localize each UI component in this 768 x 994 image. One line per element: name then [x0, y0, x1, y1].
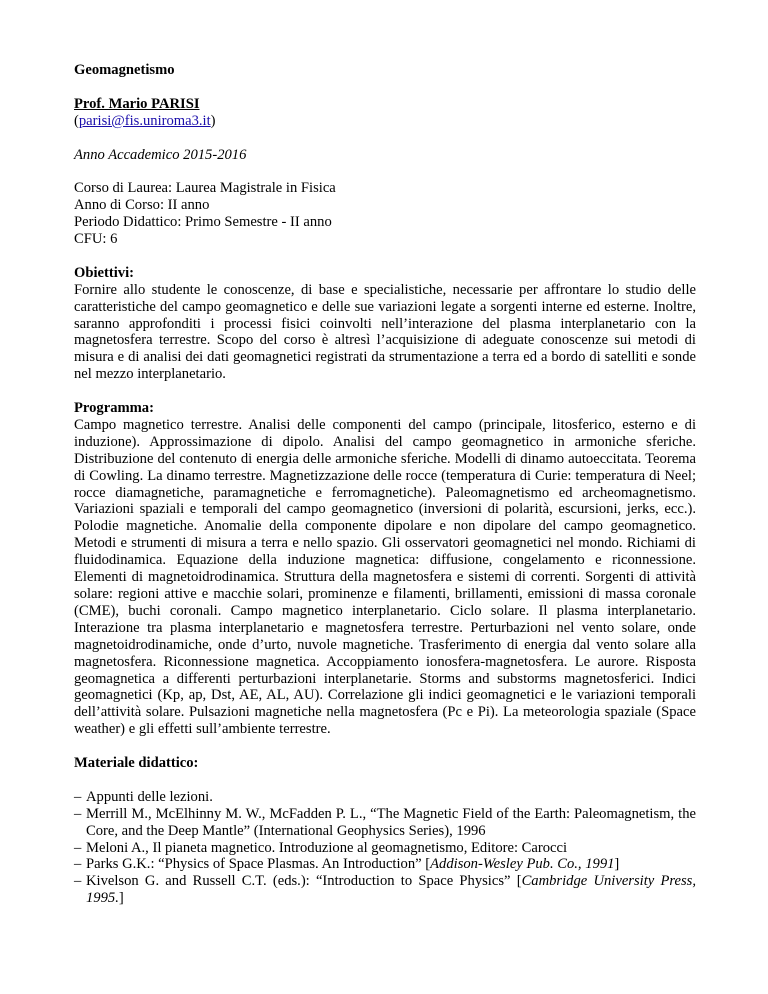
material-publisher: Addison-Wesley Pub. Co., 1991: [430, 856, 615, 873]
program-text: Campo magnetico terrestre. Analisi delle componenti del campo (principale, litosferico, esterno e di induzione). Approssimazione di dipolo. Analisi del campo geomagnetico in armoniche sferiche. Distribuzione del contenuto di energia delle armoniche sferiche. Modelli di dinamo autoeccitata. Teorema di Cowling. La dinamo terrestre. Magnetizzazione delle rocce (temperatura di Curie: temperatura di Neel; rocce diamagnetiche, paramagnetiche e ferromagnetiche). Paleomagnetismo ed archeomagnetismo. Variazioni spaziali e temporali del campo geomagnetico (inversioni di polarità, escursioni, jerks, ecc.). Polodie magnetiche. Anomalie della componente dipolare e non dipolare del campo geomagnetico. Metodi e strumenti di misura a terra e nello spazio. Gli osservatori geomagnetici nel mondo. Richiami di fluidodinamica. Equazione della induzione magnetica: diffusione, congelamento e riconnessione. Elementi di magnetoidrodinamica. Struttura della magnetosfera e sistemi di correnti. Sorgenti di attività solare: regioni attive e macchie solari, prominenze e filamenti, brillamenti, emissioni di massa coronale (CME), buchi coronali. Campo magnetico interplanetario. Ciclo solare. Il plasma interplanetario. Interazione tra plasma interplanetario e magnetosfera terrestre. Perturbazioni nel vento solare, onde magnetoidrodinamiche, onde d’urto, nuvole magnetiche. Trasferimento di energia dal vento solare alla magnetosfera. Riconnessione magnetica. Accoppiamento ionosfera-magnetosfera. Le aurore. Risposta geomagnetica a differenti perturbazioni interplanetarie. Storms and substorms magnetosferici. Indici geomagnetici (Kp, ap, Dst, AE, AL, AU). Correlazione gli indici geomagnetici e le variazioni temporali dell’attività solare. Pulsazioni magnetiche nella magnetosfera (Pc e Pi). La meteorologia spaziale (Space weather) e gli effetti sull’ambiente terrestre.: [74, 416, 696, 738]
course-degree: Corso di Laurea: Laurea Magistrale in Fisica: [74, 180, 336, 197]
bullet-dash: –: [74, 856, 82, 873]
materials-heading: Materiale didattico:: [74, 755, 199, 772]
list-item: [74, 806, 696, 840]
bullet-dash: –: [74, 805, 82, 822]
professor-email-line: [74, 113, 696, 130]
email-open-paren: (: [74, 112, 79, 129]
academic-year: Anno Accademico 2015-2016: [74, 146, 247, 163]
material-text: Parks G.K.: “Physics of Space Plasmas. An Introduction” [: [86, 856, 431, 873]
course-credits: CFU: 6: [74, 231, 118, 248]
professor-email-link[interactable]: parisi@fis.uniroma3.it: [78, 112, 211, 129]
list-item: [74, 789, 696, 806]
document-title: Geomagnetismo: [74, 62, 175, 78]
material-text: Meloni A., Il pianeta magnetico. Introduzione al geomagnetismo, Editore: Carocci: [86, 839, 568, 856]
objectives-text: Fornire allo studente le conoscenze, di base e specialistiche, necessarie per affrontare lo studio delle caratteristiche del campo geomagnetico e delle sue variazioni legate a sorgenti interne ed esterne. Inoltre, saranno approfonditi i processi fisici coinvolti nell’interazione del plasma interplanetario con la magnetosfera terrestre. Scopo del corso è altresì l’acquisizione di adeguate conoscenze sui metodi di misura e di analisi dei dati geomagnetici registrati da strumentazione a terra ed a bordo di satelliti e sonde nel mezzo interplanetario.: [74, 281, 696, 383]
list-item: [74, 856, 696, 873]
material-publisher: Cambridge University Press, 1995.: [86, 873, 696, 907]
bullet-dash: –: [74, 873, 82, 890]
professor-name: Prof. Mario PARISI: [74, 95, 200, 112]
material-close-bracket: ]: [614, 856, 620, 873]
document-page: [74, 62, 696, 907]
materials-list: [74, 789, 696, 907]
email-close-paren: ): [210, 112, 216, 129]
material-text: Merrill M., McElhinny M. W., McFadden P. L., “The Magnetic Field of the Earth: Paleomagnetism, the Core, and the Deep Mantle” (International Geophysics Series), 1996: [86, 805, 696, 839]
list-item: [74, 840, 696, 857]
objectives-heading: Obiettivi:: [74, 264, 134, 281]
course-period: Periodo Didattico: Primo Semestre - II anno: [74, 214, 332, 231]
material-close-bracket: ]: [118, 890, 124, 907]
course-year: Anno di Corso: II anno: [74, 197, 210, 214]
bullet-dash: –: [74, 839, 82, 856]
program-heading: Programma:: [74, 400, 154, 417]
material-text: Kivelson G. and Russell C.T. (eds.): “Introduction to Space Physics” [: [86, 873, 522, 890]
bullet-dash: –: [74, 788, 82, 805]
material-text: Appunti delle lezioni.: [86, 788, 213, 805]
list-item: [74, 873, 696, 907]
